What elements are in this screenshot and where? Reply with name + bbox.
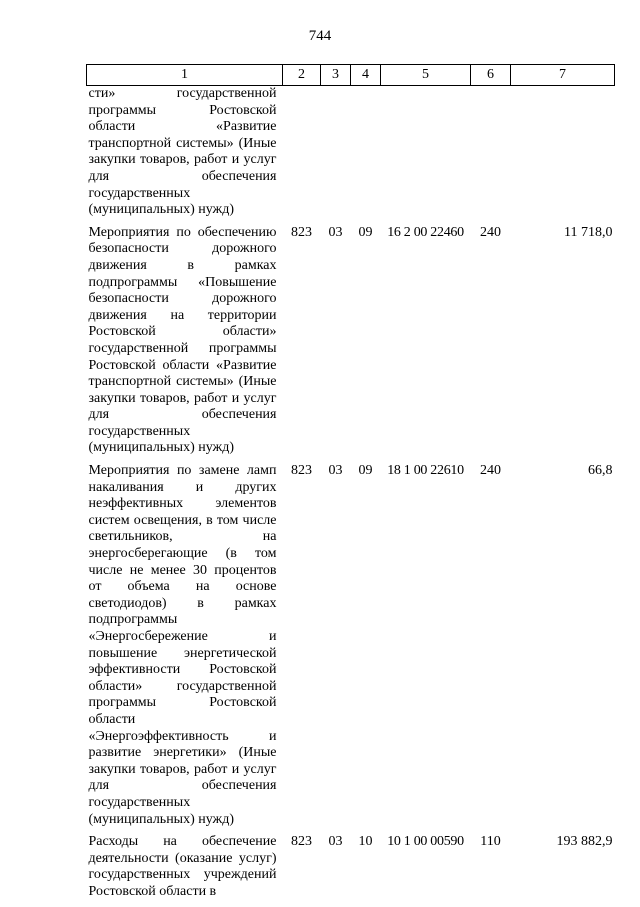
header-col-7: 7	[511, 65, 615, 86]
row-subsection-code: 09	[358, 224, 373, 240]
header-col-5: 5	[381, 65, 471, 86]
row-amount: 11 718,0	[564, 224, 613, 240]
row-description: Мероприятия по обеспечению безопасности дорожного движения в рамках подпрограммы «Повышение безопасности дорожного движения на территории Ростовской области» государственной программы Ростовской области «Развитие транспортной системы» (Иные закупки товаров, работ и услуг для обеспечения государственных (муниципальных) нужд)	[88, 224, 277, 456]
row-subsection-code: 09	[358, 463, 373, 479]
row-target-article: 18 1 00 22610	[387, 463, 464, 479]
row-section-code: 03	[328, 224, 343, 240]
row-expense-type: 240	[480, 463, 501, 479]
row-description: Мероприятия по замене ламп накаливания и других неэффективных элементов систем освещения, в том числе светильников, на энергосберегающие (в том числе не менее 30 процентов от объема на основе светодиодов) в рамках подпрограммы «Энергосбережение и повышение энергетической эффективности Ростовской области» государственной программы Ростовской области «Энергоэффективность и развитие энергетики» (Иные закупки товаров, работ и услуг для обеспечения государственных (муниципальных) нужд)	[88, 463, 277, 827]
row-amount	[511, 86, 615, 225]
row-ministry-code: 823	[291, 463, 312, 479]
row-target-article: 16 2 00 22460	[387, 224, 464, 240]
budget-table	[86, 64, 615, 907]
table-row	[87, 463, 615, 834]
row-section-code: 03	[328, 834, 343, 850]
header-col-6: 6	[471, 65, 511, 86]
row-expense-type: 240	[480, 224, 501, 240]
header-col-2: 2	[283, 65, 321, 86]
row-target-article: 10 1 00 00590	[387, 834, 464, 850]
row-ministry-code: 823	[291, 834, 312, 850]
row-amount: 66,8	[588, 463, 613, 479]
header-col-4: 4	[351, 65, 381, 86]
row-target-article	[381, 86, 471, 225]
row-subsection-code	[351, 86, 381, 225]
header-row	[87, 65, 615, 86]
row-description: Расходы на обеспечение деятельности (оказание услуг) государственных учреждений Ростовской области в	[88, 834, 277, 899]
table-body	[87, 86, 615, 907]
table-row	[87, 225, 615, 463]
row-description: сти» государственной программы Ростовской области «Развитие транспортной системы» (Иные закупки товаров, работ и услуг для обеспечения государственных (муниципальных) нужд)	[88, 86, 277, 218]
table-header	[87, 65, 615, 86]
row-ministry-code: 823	[291, 224, 312, 240]
row-section-code: 03	[328, 463, 343, 479]
table-row	[87, 86, 615, 225]
header-col-1: 1	[87, 65, 283, 86]
page-number: 744	[308, 28, 332, 44]
row-subsection-code: 10	[358, 834, 373, 850]
row-expense-type: 110	[480, 834, 501, 850]
header-col-3: 3	[321, 65, 351, 86]
row-amount: 193 882,9	[556, 834, 613, 850]
row-ministry-code	[283, 86, 321, 225]
table-row	[87, 834, 615, 906]
row-section-code	[321, 86, 351, 225]
row-expense-type	[471, 86, 511, 225]
